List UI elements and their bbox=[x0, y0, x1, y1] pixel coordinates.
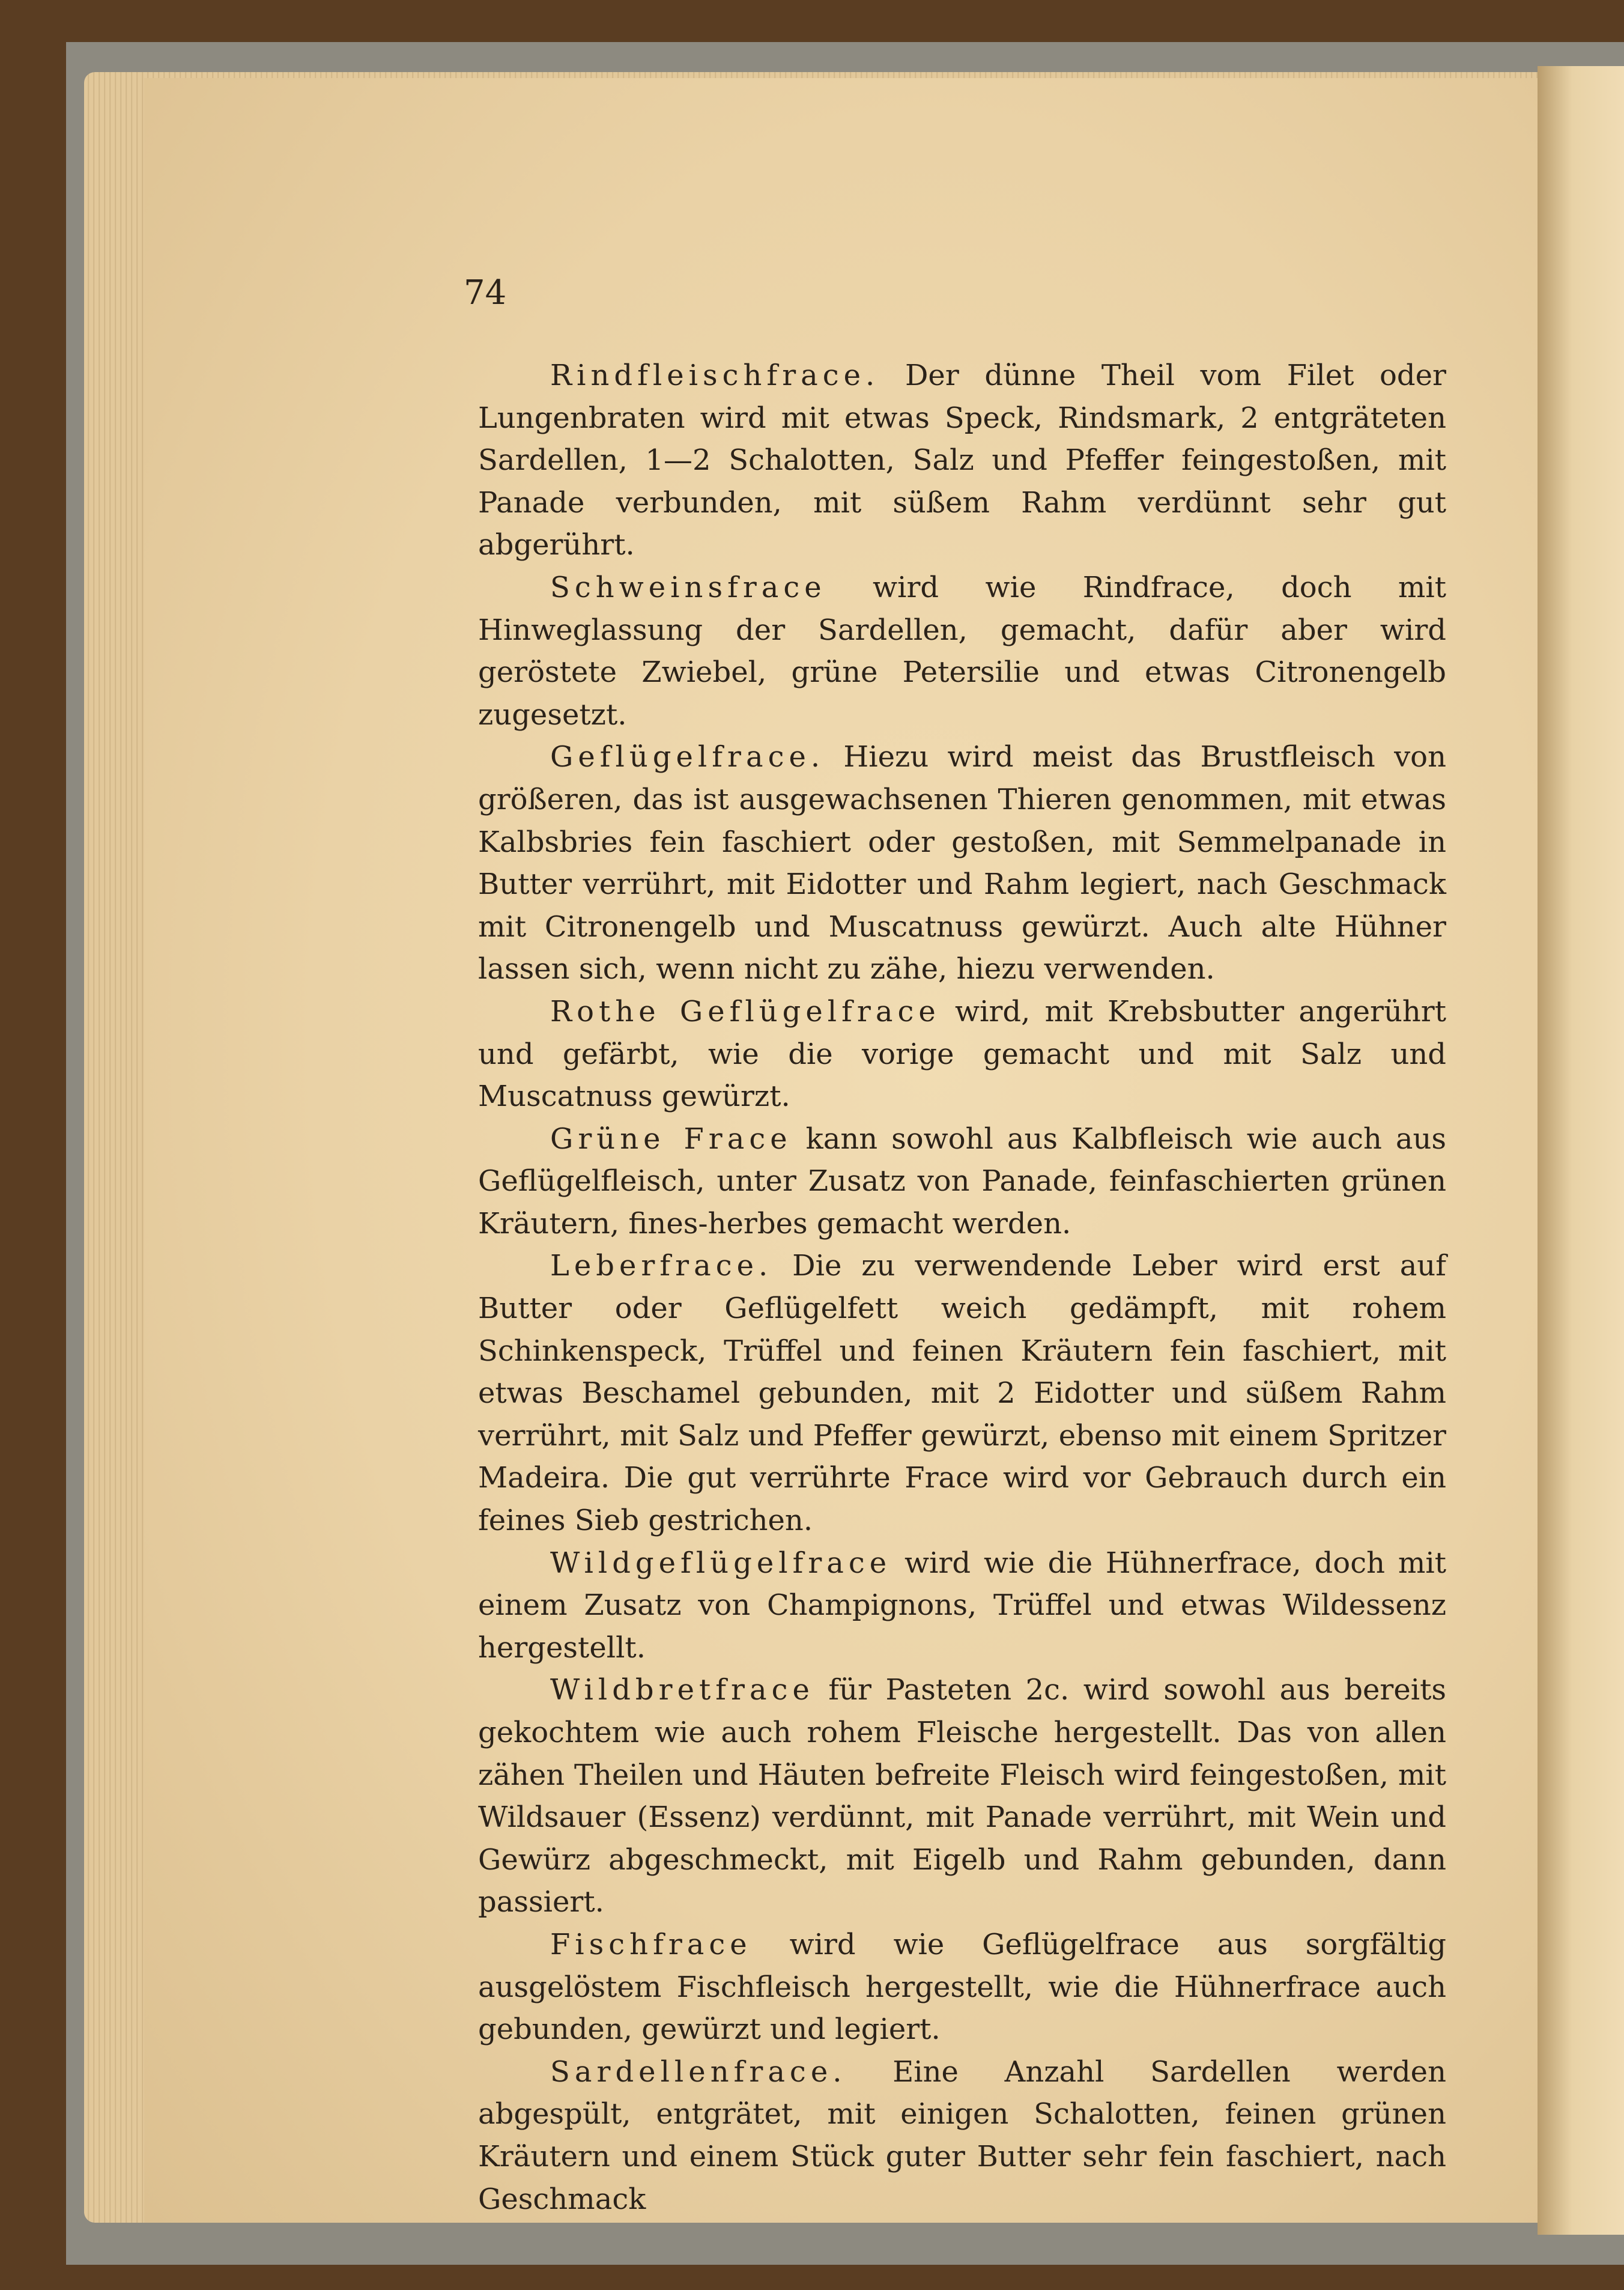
recipe-text: Der dünne Theil vom Filet oder Lungenbraten wird mit etwas Speck, Rindsmark, 2 entgräteten Sardellen, 1—2 Schalotten, Salz und Pfeffer feingestoßen, mit Panade verbunden, mit süßem Rahm verdünnt sehr gut abgerührt. bbox=[478, 359, 1446, 562]
recipe-heading: Wildgeflügelfrace bbox=[550, 1546, 892, 1580]
recipe-text: kann sowohl aus Kalbfleisch wie auch aus Geflügelfleisch, unter Zusatz von Panade, feinfaschierten grünen Kräutern, fines-herbes gemacht werden. bbox=[478, 1122, 1446, 1241]
recipe-text: wird wie Geflügelfrace aus sorgfältig ausgelöstem Fischfleisch hergestellt, wie die Hühnerfrace auch gebunden, gewürzt und legiert. bbox=[478, 1927, 1447, 2047]
recipe-text: wird, mit Krebsbutter angerührt und gefärbt, wie die vorige gemacht und mit Salz und Muscatnuss gewürzt. bbox=[478, 994, 1447, 1114]
paragraph-schweinsfrace bbox=[478, 566, 1446, 736]
paragraph-leberfrace bbox=[478, 1245, 1446, 1541]
page-number: 74 bbox=[464, 273, 507, 312]
paragraph-gefluegelfrace bbox=[478, 736, 1446, 991]
recipe-heading: Rindfleischfrace. bbox=[550, 359, 880, 392]
recipe-text: Eine Anzahl Sardellen werden abgespült, entgrätet, mit einigen Schalotten, feinen grünen Kräutern und einem Stück guter Butter sehr fein faschiert, nach Geschmack bbox=[478, 2055, 1446, 2216]
recipe-heading: Wildbretfrace bbox=[550, 1673, 814, 1707]
recipe-heading: Leberfrace. bbox=[550, 1249, 773, 1283]
recipe-heading: Rothe Geflügelfrace bbox=[550, 994, 941, 1028]
paragraph-wildgefluegelfrace bbox=[478, 1542, 1446, 1669]
recipe-text: wird wie Rindfrace, doch mit Hinweglassung der Sardellen, gemacht, dafür aber wird geröstete Zwiebel, grüne Petersilie und etwas Citronengelb zugesetzt. bbox=[478, 570, 1446, 732]
recipe-heading: Geflügelfrace. bbox=[550, 740, 825, 774]
paragraph-gruene-frace bbox=[478, 1118, 1446, 1245]
recipe-text: Hiezu wird meist das Brustfleisch von größeren, das ist ausgewachsenen Thieren genommen, mit etwas Kalbsbries fein faschiert oder gestoßen, mit Semmelpanade in Butter verrührt, mit Eidotter und Rahm legiert, nach Geschmack mit Citronengelb und Muscatnuss gewürzt. Auch alte Hühner lassen sich, wenn nicht zu zähe, hiezu verwenden. bbox=[478, 740, 1446, 986]
paragraph-wildbretfrace bbox=[478, 1669, 1446, 1924]
facing-page-edge bbox=[1538, 66, 1624, 2235]
page-body bbox=[478, 354, 1446, 2220]
paragraph-fischfrace bbox=[478, 1924, 1446, 2051]
recipe-heading: Schweinsfrace bbox=[550, 570, 826, 604]
paragraph-sardellenfrace bbox=[478, 2051, 1446, 2220]
recipe-heading: Fischfrace bbox=[550, 1927, 752, 1961]
recipe-heading: Sardellenfrace. bbox=[550, 2055, 847, 2089]
paragraph-rindfleischfrace bbox=[478, 354, 1446, 566]
recipe-text: Die zu verwendende Leber wird erst auf Butter oder Geflügelfett weich gedämpft, mit rohem Schinkenspeck, Trüffel und feinen Kräutern fein faschiert, mit etwas Beschamel gebunden, mit 2 Eidotter und süßem Rahm verrührt, mit Salz und Pfeffer gewürzt, ebenso mit einem Spritzer Madeira. Die gut verrührte Frace wird vor Gebrauch durch ein feines Sieb gestrichen. bbox=[478, 1249, 1446, 1538]
recipe-text: wird wie die Hühnerfrace, doch mit einem Zusatz von Champignons, Trüffel und etwas Wildessenz hergestellt. bbox=[478, 1546, 1446, 1665]
paragraph-rothe-gefluegelfrace bbox=[478, 991, 1446, 1118]
recipe-heading: Grüne Frace bbox=[550, 1122, 792, 1156]
recipe-text: für Pasteten 2c. wird sowohl aus bereits gekochtem wie auch rohem Fleische hergestellt. Das von allen zähen Theilen und Häuten befreite Fleisch wird feingestoßen, mit Wildsauer (Essenz) verdünnt, mit Panade verrührt, mit Wein und Gewürz abgeschmeckt, mit Eigelb und Rahm gebunden, dann passiert. bbox=[478, 1673, 1446, 1919]
